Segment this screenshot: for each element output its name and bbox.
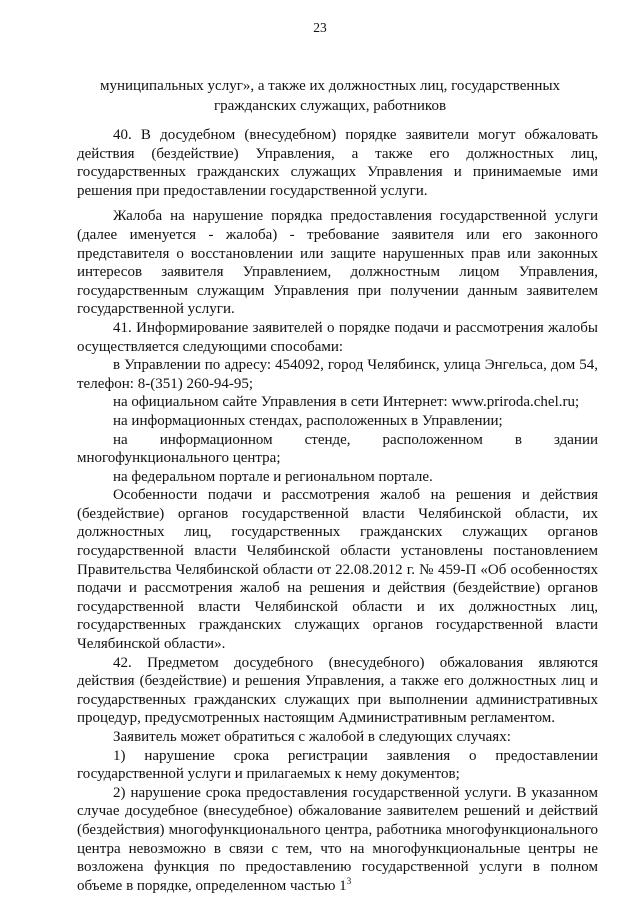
paragraph-41: 41. Информирование заявителей о порядке подачи и рассмотрения жалобы осуществляется следующими способами: <box>77 319 598 355</box>
paragraph-portals: на федеральном портале и региональном портале. <box>113 468 433 485</box>
paragraph-info-stands: на информационных стендах, расположенных в Управлении; <box>113 412 503 429</box>
paragraph-case-2-text: 2) нарушение срока предоставления государственной услуги. В указанном случае досудебное (внесудебное) обжалование заявителем решений и действий (бездействия) многофункционального центра, работника многофункционального центра невозможно в связи с тем, что на многофункциональные центры не возложена функция по предоставлению государственной услуги в полном объеме в порядке, определенном частью 1 <box>77 784 598 894</box>
page-number: 23 <box>313 20 327 35</box>
paragraph-complaint-definition: Жалоба на нарушение порядка предоставления государственной услуги (далее именуется - жалоба) - требование заявителя или его законного представителя о восстановлении или защите нарушенных прав или законных интересов заявителя Управлением, должностным лицом Управления, государственным служащим Управления при получении данным заявителем государственной услуги. <box>77 208 598 318</box>
document-body <box>77 126 598 895</box>
paragraph-case-2 <box>77 784 598 896</box>
paragraph-address: в Управлении по адресу: 454092, город Челябинск, улица Энгельса, дом 54, телефон: 8-(351) 260-94-95; <box>77 357 598 392</box>
section-heading-continuation: муниципальных услуг», а также их должностных лиц, государственных гражданских служащих, работников <box>99 78 561 114</box>
paragraph-features: Особенности подачи и рассмотрения жалоб на решения и действия (бездействие) органов государственной власти Челябинской области, их должностных лиц, государственных гражданских служащих органов государственной власти Челябинской области установлены постановлением Правительства Челябинской области от 22.08.2012 г. № 459-П «Об особенностях подачи и рассмотрения жалоб на решения и действия (бездействие) органов государственной власти Челябинской области и их должностных лиц, государственных гражданских служащих органов государственной власти Челябинской области». <box>77 487 598 653</box>
paragraph-cases-intro: Заявитель может обратиться с жалобой в следующих случаях: <box>113 729 511 745</box>
paragraph-42: 42. Предметом досудебного (внесудебного) обжалования являются действия (бездействие) и решения Управления, а также его должностных лиц и государственных гражданских служащих при выполнении административных процедур, предусмотренных настоящим Административным регламентом. <box>77 654 598 727</box>
paragraph-40: 40. В досудебном (внесудебном) порядке заявители могут обжаловать действия (бездействие) Управления, а также его должностных лиц, государственных гражданских служащих Управления и принимаемые ими решения при предоставлении государственной услуги. <box>77 127 598 199</box>
paragraph-website: на официальном сайте Управления в сети Интернет: www.priroda.chel.ru; <box>113 394 580 411</box>
paragraph-mfc-stand: на информационном стенде, расположенном в здании многофункционального центра; <box>77 431 598 467</box>
footnote-mark: 3 <box>346 875 352 886</box>
paragraph-case-1: 1) нарушение срока регистрации заявления о предоставлении государственной услуги и прилагаемых к нему документов; <box>77 747 598 783</box>
